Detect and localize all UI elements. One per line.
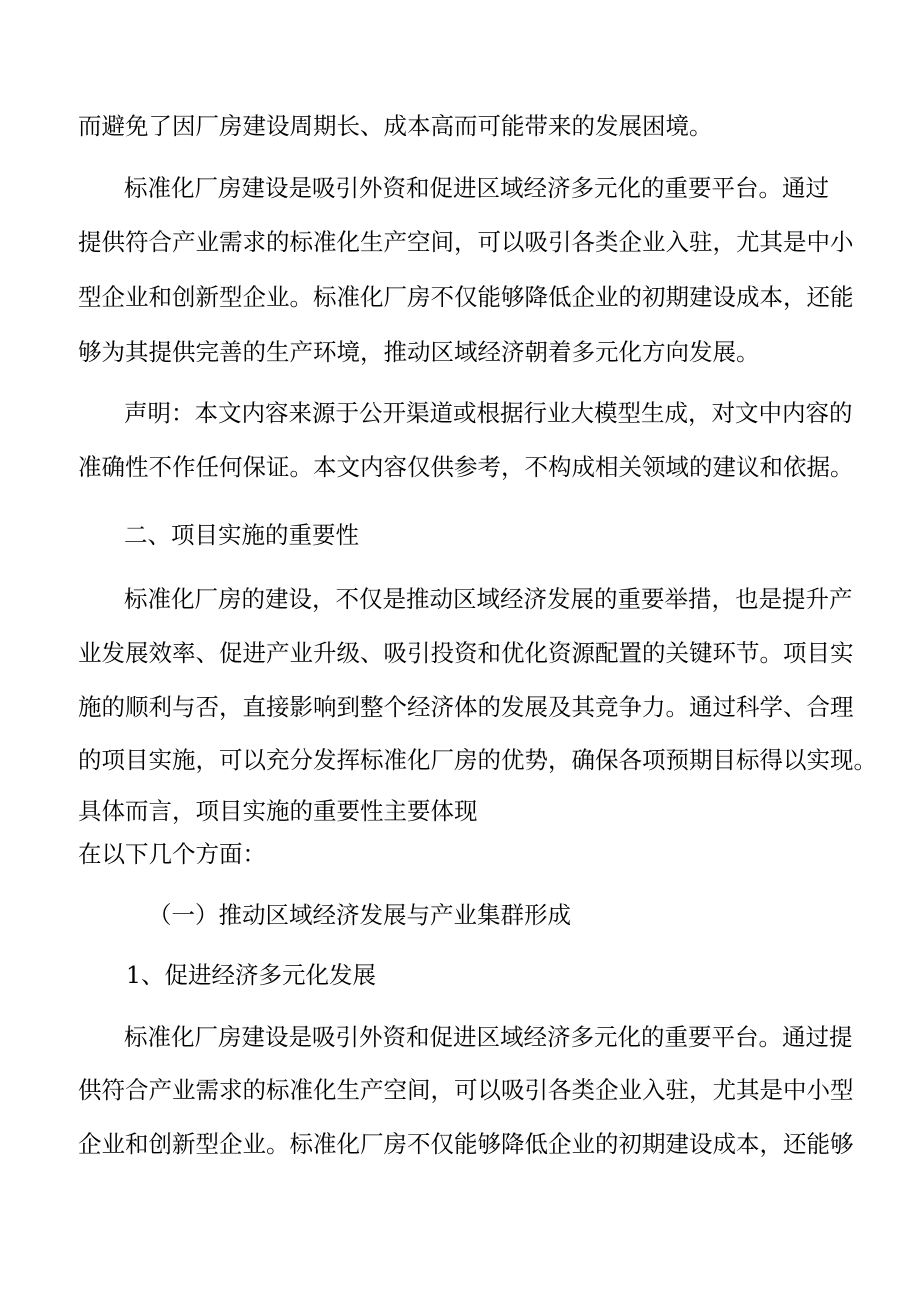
paragraph-line: 标准化厂房的建设，不仅是推动区域经济发展的重要举措，也是提升产 (124, 585, 853, 613)
subheading: （一）推动区域经济发展与产业集群形成 (148, 901, 571, 929)
paragraph-line: 供符合产业需求的标准化生产空间，可以吸引各类企业入驻，尤其是中小型 (78, 1076, 854, 1104)
paragraph-line: 而避免了因厂房建设周期长、成本高而可能带来的发展困境。 (78, 112, 713, 140)
paragraph-line: 够为其提供完善的生产环境，推动区域经济朝着多元化方向发展。 (78, 338, 760, 366)
paragraph-line: 型企业和创新型企业。标准化厂房不仅能够降低企业的初期建设成本，还能 (78, 283, 854, 311)
paragraph-line: 标准化厂房建设是吸引外资和促进区域经济多元化的重要平台。通过 (124, 174, 829, 202)
paragraph-line: 具体而言，项目实施的重要性主要体现 (78, 797, 478, 825)
paragraph-line: 在以下几个方面： (78, 840, 266, 868)
paragraph-line: 提供符合产业需求的标准化生产空间，可以吸引各类企业入驻，尤其是中小 (78, 228, 854, 256)
paragraph-line: 企业和创新型企业。标准化厂房不仅能够降低企业的初期建设成本，还能够 (78, 1130, 854, 1158)
disclaimer-line: 声明：本文内容来源于公开渠道或根据行业大模型生成，对文中内容的 (124, 399, 853, 427)
paragraph-line: 业发展效率、促进产业升级、吸引投资和优化资源配置的关键环节。项目实 (78, 639, 854, 667)
section-heading: 二、项目实施的重要性 (124, 521, 359, 549)
paragraph-line: 的项目实施，可以充分发挥标准化厂房的优势，确保各项预期目标得以实现。 (78, 746, 877, 774)
paragraph-line: 标准化厂房建设是吸引外资和促进区域经济多元化的重要平台。通过提 (124, 1023, 853, 1051)
paragraph-line: 施的顺利与否，直接影响到整个经济体的发展及其竞争力。通过科学、合理 (78, 693, 854, 721)
item-heading: 1、促进经济多元化发展 (126, 961, 376, 989)
disclaimer-line: 准确性不作任何保证。本文内容仅供参考，不构成相关领域的建议和依据。 (78, 453, 854, 481)
